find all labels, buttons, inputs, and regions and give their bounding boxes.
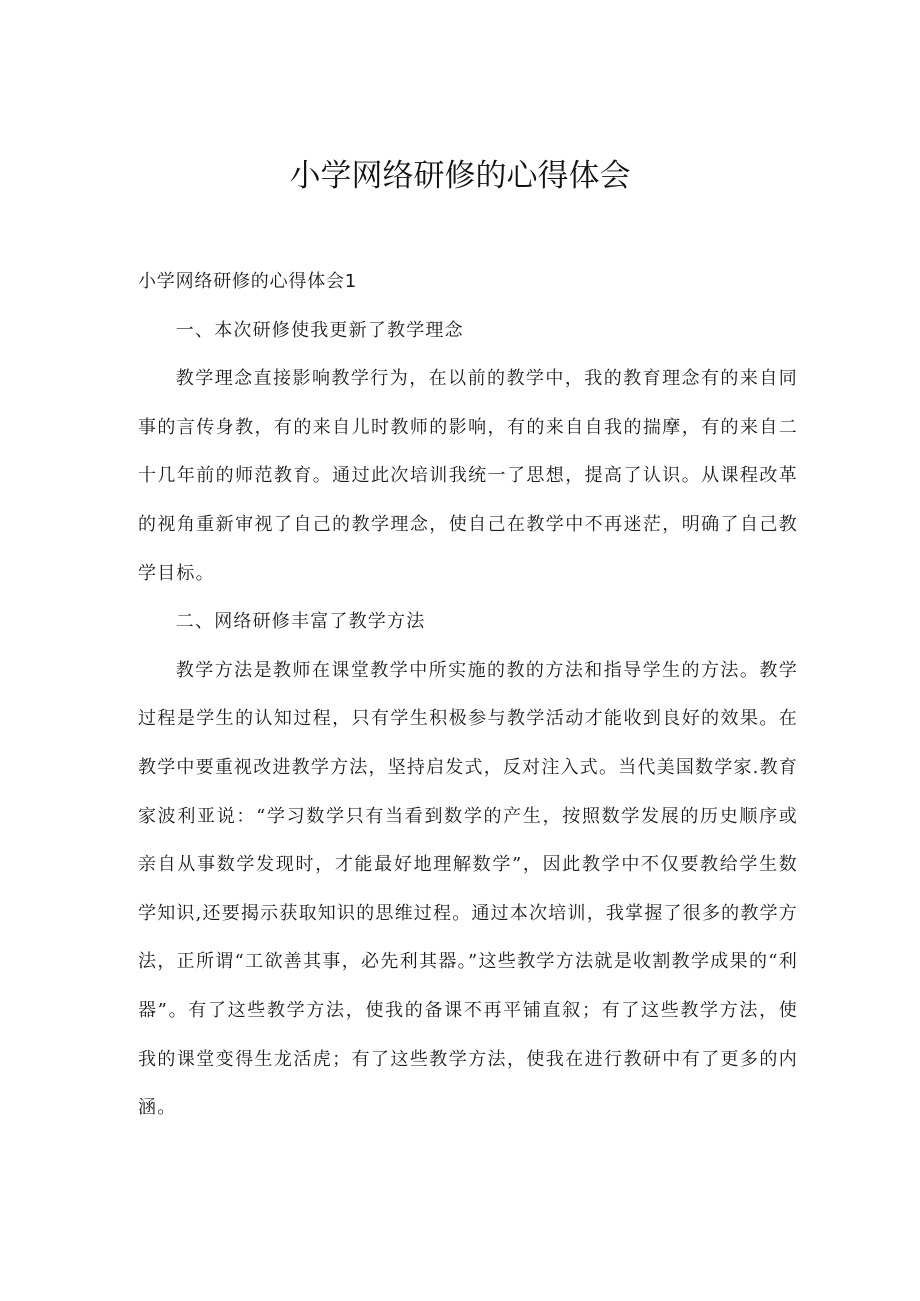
document-body bbox=[138, 258, 798, 1133]
document-title: 小学网络研修的心得体会 bbox=[289, 158, 631, 194]
article-subtitle: 小学网络研修的心得体会1 bbox=[138, 271, 358, 292]
section-heading-2: 二、网络研修丰富了教学方法 bbox=[175, 611, 426, 633]
section-paragraph-2: 教学方法是教师在课堂教学中所实施的教的方法和指导学生的方法。教学过程是学生的认知过程，只有学生积极参与教学活动才能收到良好的效果。在教学中要重视改进教学方法，坚持启发式，反对注入式。当代美国数学家.教育家波利亚说：“学习数学只有当看到数学的产生，按照数学发展的历史顺序或亲自从事数学发现时，才能最好地理解数学”，因此教学中不仅要教给学生数学知识,还要揭示获取知识的思维过程。通过本次培训，我掌握了很多的教学方法，正所谓“工欲善其事，必先利其器。”这些教学方法就是收割教学成果的“利器”。有了这些教学方法，使我的备课不再平铺直叙；有了这些教学方法，使我的课堂变得生龙活虎；有了这些教学方法，使我在进行教研中有了更多的内涵。 bbox=[138, 659, 798, 1119]
section-heading-1: 一、本次研修使我更新了教学理念 bbox=[175, 319, 464, 341]
section-paragraph-1: 教学理念直接影响教学行为，在以前的教学中，我的教育理念有的来自同事的言传身教，有的来自儿时教师的影响，有的来自自我的揣摩，有的来自二十几年前的师范教育。通过此次培训我统一了思想，提高了认识。从课程改革的视角重新审视了自己的教学理念，使自己在教学中不再迷茫，明确了自己教学目标。 bbox=[138, 368, 798, 584]
